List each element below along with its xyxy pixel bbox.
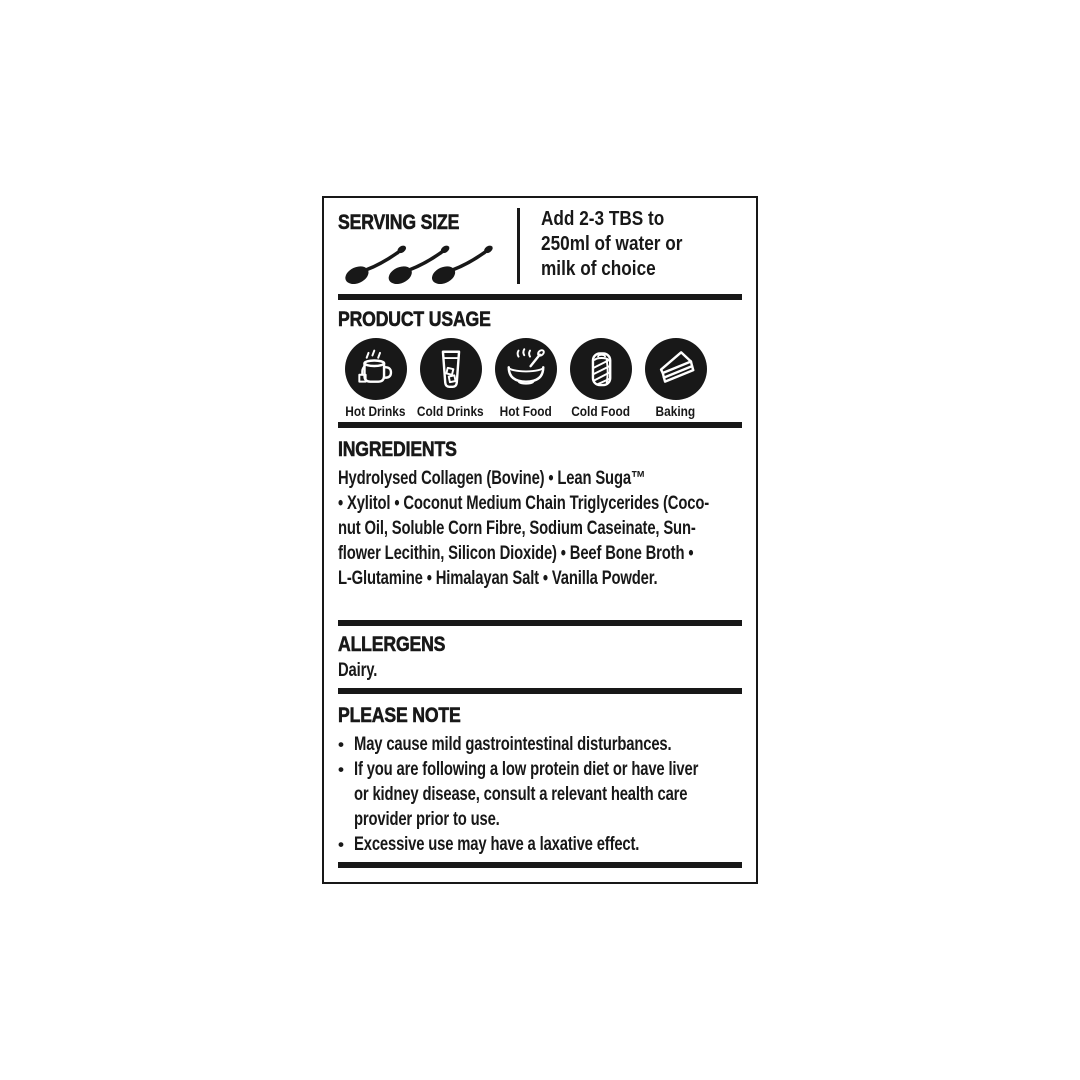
bullet-icon: • bbox=[338, 735, 344, 754]
ingredients-line: flower Lecithin, Silicon Dioxide) • Beef Bone Broth • bbox=[338, 543, 694, 564]
usage-item-hot-drinks bbox=[338, 338, 413, 419]
serving-size-section bbox=[324, 198, 756, 294]
note-line: If you are following a low protein diet or have liver bbox=[354, 759, 699, 780]
product-usage-heading: PRODUCT USAGE bbox=[338, 308, 491, 331]
usage-label: Cold Drinks bbox=[417, 403, 484, 419]
ingredients-line: Hydrolysed Collagen (Bovine) • Lean Suga™ bbox=[338, 468, 646, 489]
usage-item-baking bbox=[638, 338, 713, 419]
note-item bbox=[338, 832, 742, 857]
allergens-text: Dairy. bbox=[338, 660, 378, 681]
note-item bbox=[338, 757, 742, 832]
section-divider bbox=[338, 862, 742, 868]
product-info-label bbox=[322, 196, 758, 884]
serving-instruction-line: Add 2-3 TBS to bbox=[541, 208, 665, 230]
note-line: Excessive use may have a laxative effect. bbox=[354, 834, 640, 855]
serving-instruction-line: milk of choice bbox=[541, 258, 656, 280]
note-line: provider prior to use. bbox=[354, 809, 500, 830]
usage-item-cold-food bbox=[563, 338, 638, 419]
ingredients-line: L-Glutamine • Himalayan Salt • Vanilla Powder. bbox=[338, 568, 658, 589]
usage-label: Cold Food bbox=[571, 403, 630, 419]
cold-drink-glass-icon bbox=[420, 338, 482, 400]
usage-item-cold-drinks bbox=[413, 338, 488, 419]
hot-drink-mug-icon bbox=[345, 338, 407, 400]
three-spoons-icon bbox=[344, 233, 496, 287]
usage-label: Hot Drinks bbox=[345, 403, 406, 419]
serving-size-heading: SERVING SIZE bbox=[338, 211, 460, 234]
bullet-icon: • bbox=[338, 760, 344, 779]
cold-food-wrap-icon bbox=[570, 338, 632, 400]
allergens-heading: ALLERGENS bbox=[338, 633, 446, 656]
usage-icons-row bbox=[338, 338, 742, 419]
ingredients-line: • Xylitol • Coconut Medium Chain Triglycerides (Coco- bbox=[338, 493, 710, 514]
ingredients-line: nut Oil, Soluble Corn Fibre, Sodium Caseinate, Sun- bbox=[338, 518, 696, 539]
note-line: or kidney disease, consult a relevant health care bbox=[354, 784, 688, 805]
note-line: May cause mild gastrointestinal disturbances. bbox=[354, 734, 672, 755]
usage-label: Hot Food bbox=[499, 403, 552, 419]
bullet-icon: • bbox=[338, 835, 344, 854]
product-usage-section bbox=[324, 300, 756, 422]
please-note-heading: PLEASE NOTE bbox=[338, 704, 461, 727]
note-item bbox=[338, 732, 742, 757]
cake-slice-icon bbox=[645, 338, 707, 400]
serving-instruction-line: 250ml of water or bbox=[541, 233, 683, 255]
vertical-divider bbox=[517, 208, 520, 284]
allergens-section bbox=[324, 626, 756, 688]
usage-label: Baking bbox=[655, 403, 696, 419]
usage-item-hot-food bbox=[488, 338, 563, 419]
serving-instructions bbox=[541, 207, 706, 282]
hot-food-bowl-icon bbox=[495, 338, 557, 400]
please-note-section bbox=[324, 694, 756, 862]
ingredients-heading: INGREDIENTS bbox=[338, 438, 457, 461]
ingredients-section bbox=[324, 428, 756, 620]
